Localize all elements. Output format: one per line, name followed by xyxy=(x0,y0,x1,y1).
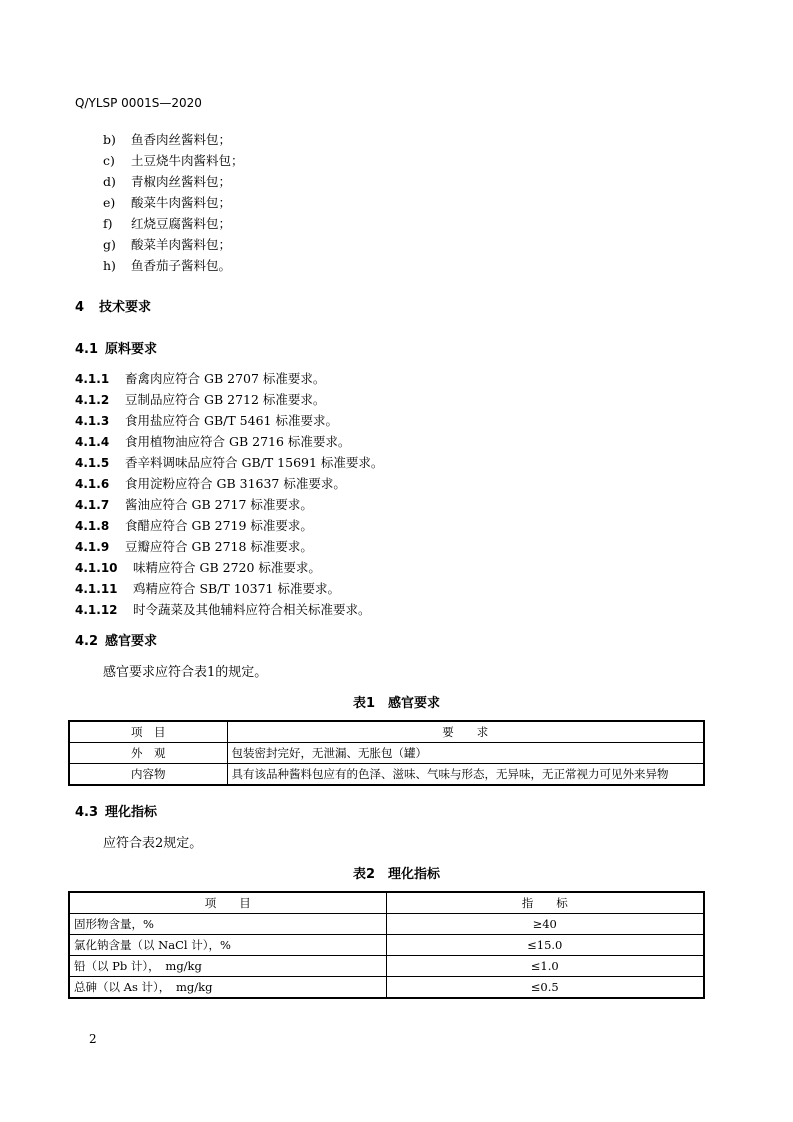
clause-number: 4.1.12 xyxy=(75,603,118,617)
clause-4-1-11 xyxy=(75,579,340,597)
clause-number: 4.1.8 xyxy=(75,519,110,533)
list-mark: h) xyxy=(103,258,116,273)
clause-number: 4.1.4 xyxy=(75,435,110,449)
standard-code: Q/YLSP 0001S—2020 xyxy=(75,96,202,110)
table-cell: 具有该品种酱料包应有的色泽、滋味、气味与形态，无异味，无正常视力可见外来异物 xyxy=(227,764,704,786)
clause-text: 食醋应符合 GB 2719 标准要求。 xyxy=(125,518,313,533)
table-cell: 内容物 xyxy=(69,764,227,786)
section-number: 4.2 xyxy=(75,634,99,649)
table-header-cell: 项 目 xyxy=(69,721,227,743)
clause-number: 4.1.11 xyxy=(75,582,118,596)
table-cell: ≤1.0 xyxy=(386,956,704,977)
clause-4-1-8 xyxy=(75,516,313,534)
section-title: 理化指标 xyxy=(105,805,158,820)
clause-4-1-12 xyxy=(75,600,371,618)
clause-4-1-2 xyxy=(75,390,325,408)
list-item xyxy=(103,235,231,253)
list-text: 酸菜羊肉酱料包； xyxy=(131,237,232,252)
table-row xyxy=(69,977,704,999)
list-item xyxy=(103,130,231,148)
clause-4-1-1 xyxy=(75,369,325,387)
clause-text: 酱油应符合 GB 2717 标准要求。 xyxy=(125,497,313,512)
table-header-cell: 指 标 xyxy=(386,892,704,914)
table-row xyxy=(69,935,704,956)
table-cell: 外 观 xyxy=(69,743,227,764)
clause-text: 香辛料调味品应符合 GB/T 15691 标准要求。 xyxy=(125,455,384,470)
list-item xyxy=(103,214,231,232)
clause-number: 4.1.1 xyxy=(75,372,110,386)
table-header-row xyxy=(69,892,704,914)
clause-number: 4.1.3 xyxy=(75,414,110,428)
table-cell: ≥40 xyxy=(386,914,704,935)
list-text: 鱼香肉丝酱料包； xyxy=(131,132,232,147)
table-header-cell: 项 目 xyxy=(69,892,386,914)
clause-number: 4.1.10 xyxy=(75,561,118,575)
list-mark: g) xyxy=(103,237,116,252)
clause-4-1-9 xyxy=(75,537,313,555)
clause-4-1-7 xyxy=(75,495,313,513)
section-title: 原料要求 xyxy=(105,342,158,357)
table-cell: 氯化钠含量（以 NaCl 计），% xyxy=(69,935,386,956)
section-4-3-heading xyxy=(75,801,157,820)
table-1-caption: 表1 感官要求 xyxy=(352,696,441,711)
physchem-table xyxy=(68,891,705,999)
section-title: 感官要求 xyxy=(105,634,158,649)
list-text: 红烧豆腐酱料包； xyxy=(131,216,232,231)
clause-number: 4.1.9 xyxy=(75,540,110,554)
page-number: 2 xyxy=(89,1032,97,1046)
list-text: 鱼香茄子酱料包。 xyxy=(131,258,232,273)
clause-4-1-4 xyxy=(75,432,350,450)
clause-number: 4.1.2 xyxy=(75,393,110,407)
section-title: 技术要求 xyxy=(99,300,152,315)
clause-text: 时令蔬菜及其他辅料应符合相关标准要求。 xyxy=(133,602,371,617)
table-cell: 固形物含量，% xyxy=(69,914,386,935)
list-item xyxy=(103,256,231,274)
table-row xyxy=(69,914,704,935)
table-cell: ≤15.0 xyxy=(386,935,704,956)
clause-text: 鸡精应符合 SB/T 10371 标准要求。 xyxy=(133,581,340,596)
physchem-paragraph: 应符合表2规定。 xyxy=(103,836,203,851)
sensory-table xyxy=(68,720,705,786)
clause-text: 豆制品应符合 GB 2712 标准要求。 xyxy=(125,392,326,407)
clause-text: 畜禽肉应符合 GB 2707 标准要求。 xyxy=(125,371,326,386)
clause-4-1-10 xyxy=(75,558,321,576)
list-mark: d) xyxy=(103,174,116,189)
table-header-row xyxy=(69,721,704,743)
list-item xyxy=(103,193,231,211)
section-4-2-heading xyxy=(75,630,157,649)
table-row xyxy=(69,743,704,764)
list-mark: f) xyxy=(103,216,113,231)
list-item xyxy=(103,151,244,169)
clause-number: 4.1.6 xyxy=(75,477,110,491)
table-row xyxy=(69,764,704,786)
section-4-heading xyxy=(75,296,151,315)
section-4-1-heading xyxy=(75,338,157,357)
table-cell: 铅（以 Pb 计）， mg/kg xyxy=(69,956,386,977)
list-text: 土豆烧牛肉酱料包； xyxy=(131,153,244,168)
section-number: 4 xyxy=(75,300,85,315)
clause-number: 4.1.7 xyxy=(75,498,110,512)
table-cell: 总砷（以 As 计）， mg/kg xyxy=(69,977,386,999)
clause-text: 豆瓣应符合 GB 2718 标准要求。 xyxy=(125,539,313,554)
clause-4-1-5 xyxy=(75,453,383,471)
table-2-caption: 表2 理化指标 xyxy=(352,867,441,882)
list-mark: b) xyxy=(103,132,116,147)
list-text: 酸菜牛肉酱料包； xyxy=(131,195,232,210)
clause-text: 食用盐应符合 GB/T 5461 标准要求。 xyxy=(125,413,338,428)
section-number: 4.1 xyxy=(75,342,99,357)
table-row xyxy=(69,956,704,977)
clause-text: 食用淀粉应符合 GB 31637 标准要求。 xyxy=(125,476,346,491)
list-mark: c) xyxy=(103,153,115,168)
table-header-cell: 要 求 xyxy=(227,721,704,743)
sensory-paragraph: 感官要求应符合表1的规定。 xyxy=(103,665,268,680)
clause-4-1-3 xyxy=(75,411,338,429)
clause-text: 味精应符合 GB 2720 标准要求。 xyxy=(133,560,321,575)
list-mark: e) xyxy=(103,195,116,210)
list-text: 青椒肉丝酱料包； xyxy=(131,174,232,189)
clause-4-1-6 xyxy=(75,474,346,492)
clause-text: 食用植物油应符合 GB 2716 标准要求。 xyxy=(125,434,351,449)
table-cell: 包装密封完好，无泄漏、无胀包（罐） xyxy=(227,743,704,764)
clause-number: 4.1.5 xyxy=(75,456,110,470)
list-item xyxy=(103,172,231,190)
section-number: 4.3 xyxy=(75,805,99,820)
table-cell: ≤0.5 xyxy=(386,977,704,999)
